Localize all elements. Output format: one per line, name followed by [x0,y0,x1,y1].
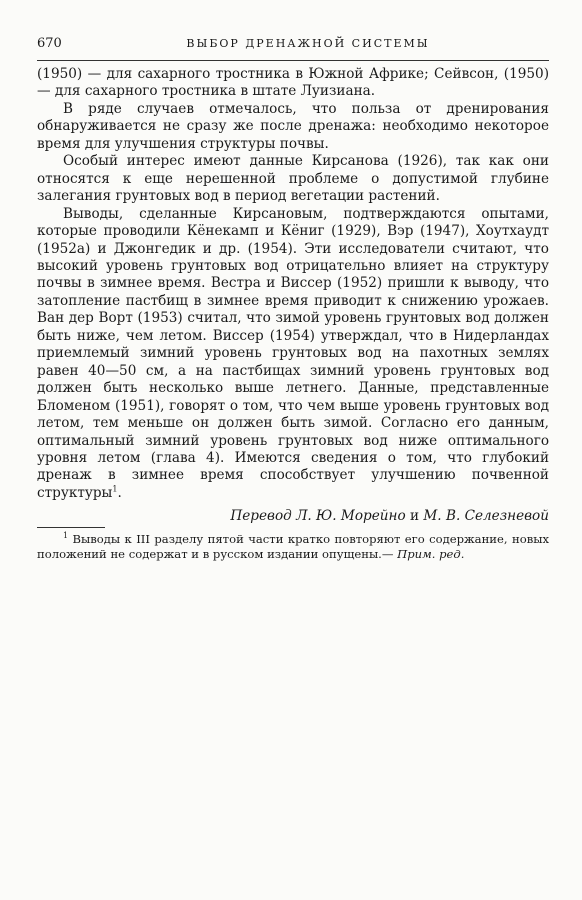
paragraph-1: (1950) — для сахарного тростника в Южной Африке; Сейвсон, (1950)— для сахарного тростника в штате Луизиана. [37,66,549,100]
page-number: 670 [37,36,62,51]
paragraph-4-text: Выводы, сделанные Кирсановым, подтверждаются опытами, которые проводили Кёнекамп и Кёниг (1929), Вэр (1947), Хоутхаудт (1952а) и Джонгедик и др. (1954). Эти исследователи считают, что высокий уровень грунтовых вод отрицательно влияет на структуру почвы в зимнее время. Вестра и Виссер (1952) пришли к выводу, что затопление пастбищ в зимнее время приводит к снижению урожаев. Ван дер Ворт (1953) считал, что зимой уровень грунтовых вод должен быть ниже, чем летом. Виссер (1954) утверждал, что в Нидерландах приемлемый зимний уровень грунтовых вод на пахотных землях равен 40—50 см, а на пастбищах зимний уровень грунтовых вод должен быть несколько выше летнего. Данные, представленные Бломеном (1951), говорят о том, что чем выше уровень грунтовых вод летом, тем меньше он должен быть зимой. Согласно его данным, оптимальный зимний уровень грунтовых вод ниже оптимального уровня летом (глава 4). Имеются сведения о том, что глубокий дренаж в зимнее время способствует улучшению почвенной структуры [37,205,549,501]
paragraph-2: В ряде случаев отмечалось, что польза от дренирования обнаруживается не сразу же после дренажа: необходимо некоторое время для улучшения структуры почвы. [37,100,549,152]
translator-credit [37,508,549,525]
paragraph-4-end: . [117,484,122,501]
header-rule [37,60,549,61]
footnote-mark: 1 [63,531,69,541]
page-header [37,36,549,56]
paragraph-4 [37,206,549,503]
body-text [37,66,549,526]
footnote-rule [37,527,105,528]
footnote-text: Выводы к III разделу пятой части кратко повторяют его содержание, новых положений не содержат и в русском издании опущены.— [37,532,549,562]
translator-credit-suffix: М. В. Селезневой [423,508,549,525]
editor-note-label: Прим. ред. [397,547,465,562]
paragraph-3: Особый интерес имеют данные Кирсанова (1926), так как они относятся к еще нерешенной проблеме о допустимой глубине залегания грунтовых вод в период вегетации растений. [37,153,549,205]
translator-credit-and: и [410,508,420,525]
running-title: ВЫБОР ДРЕНАЖНОЙ СИСТЕМЫ [186,37,430,50]
translator-credit-prefix: Перевод Л. Ю. Морейно [230,508,406,525]
footnote-paragraph [37,532,549,562]
footnote [37,532,549,562]
footnote-reference[interactable]: 1 [112,484,118,494]
